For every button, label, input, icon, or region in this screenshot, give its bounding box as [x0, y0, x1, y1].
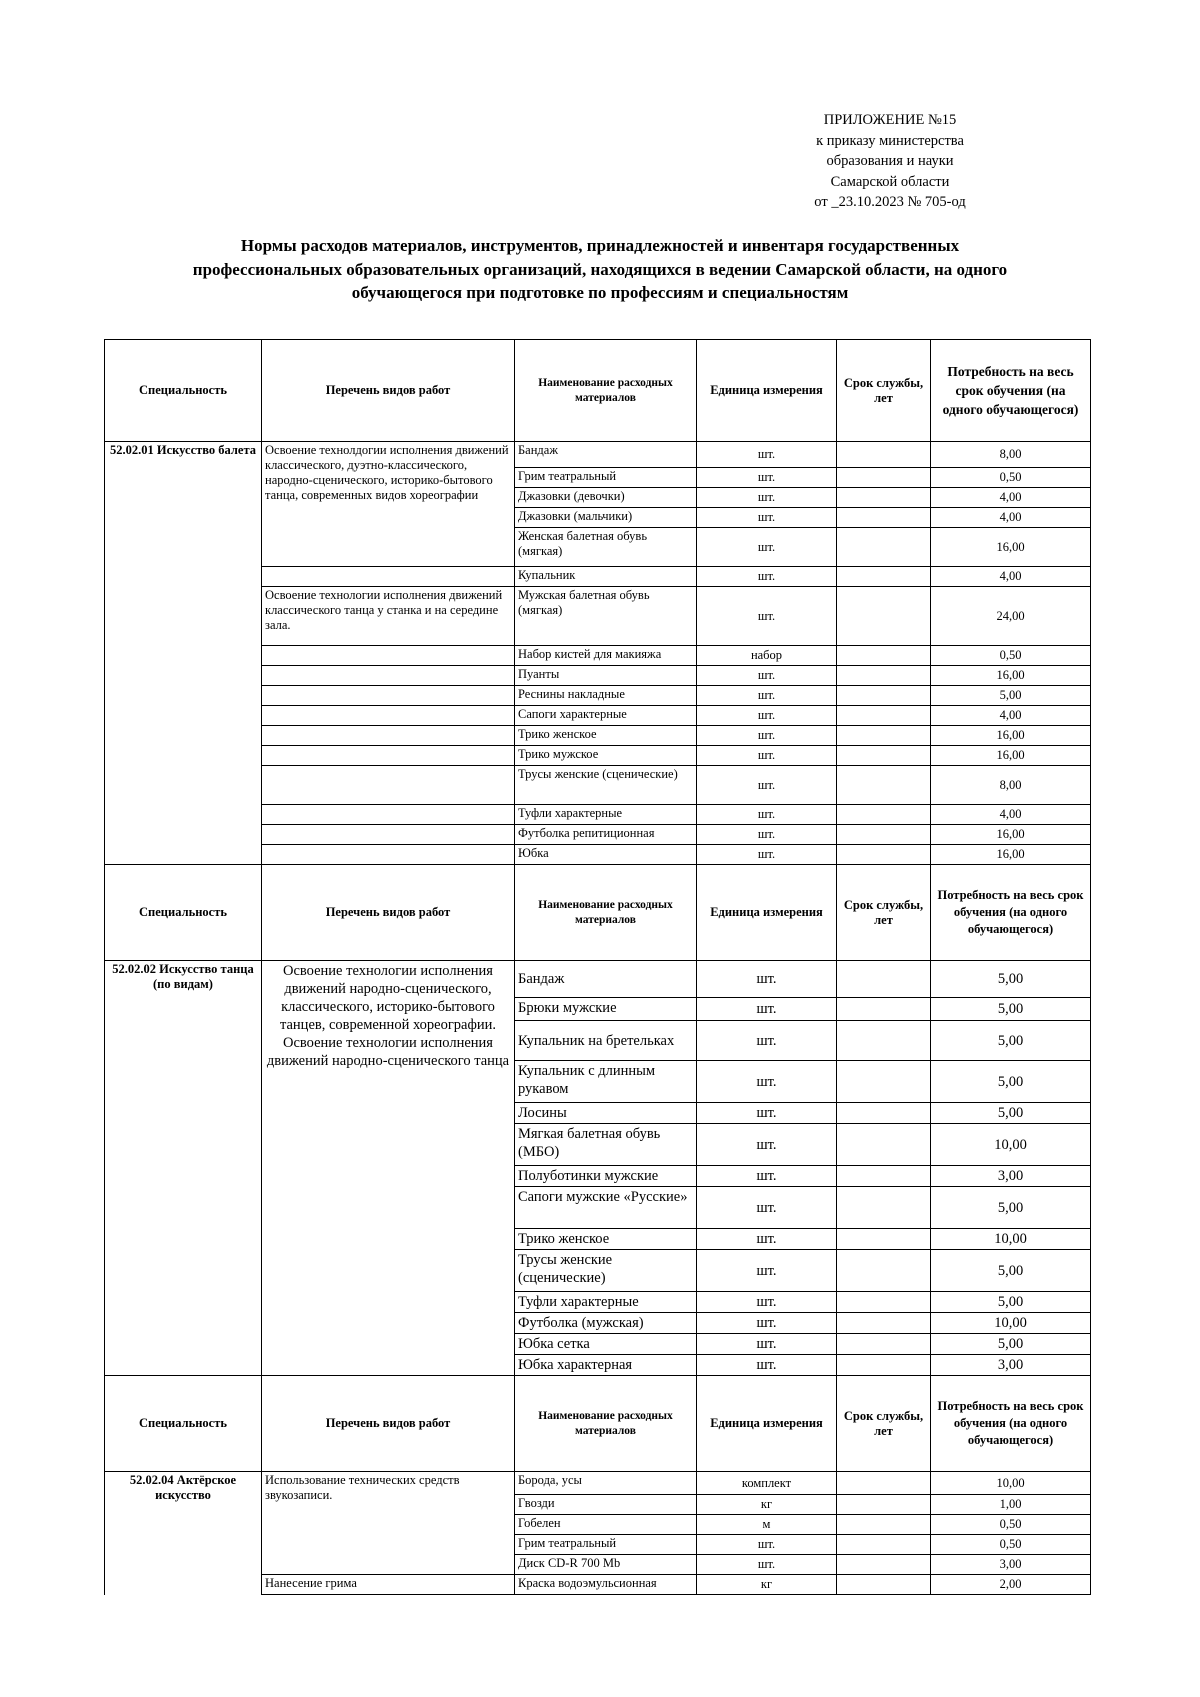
term-cell [837, 508, 931, 528]
qty-cell: 24,00 [931, 587, 1091, 646]
term-cell [837, 1103, 931, 1124]
works-cell-empty [262, 845, 515, 865]
unit-cell: шт. [697, 587, 837, 646]
term-cell [837, 746, 931, 766]
material-name: Джазовки (девочки) [515, 488, 697, 508]
term-cell [837, 488, 931, 508]
term-cell [837, 825, 931, 845]
material-name: Юбка [515, 845, 697, 865]
header-term: Срок службы, лет [837, 1376, 931, 1472]
spec-cell: 52.02.01 Искусство балета [105, 442, 262, 865]
term-cell [837, 726, 931, 746]
qty-cell: 0,50 [931, 468, 1091, 488]
header-works: Перечень видов работ [262, 865, 515, 961]
term-cell [837, 805, 931, 825]
qty-cell: 16,00 [931, 666, 1091, 686]
works-cell: Освоение технологии исполнения движений народно-сценического, классического, историко-бытового танцев, современной хореографии. Освоение технологии исполнения движений народно-сценического танца [262, 961, 515, 1376]
material-name: Трико женское [515, 1229, 697, 1250]
term-cell [837, 567, 931, 587]
header-spec: Специальность [105, 340, 262, 442]
unit-cell: шт. [697, 1187, 837, 1229]
qty-cell: 5,00 [931, 961, 1091, 998]
qty-cell: 5,00 [931, 998, 1091, 1021]
unit-cell: м [697, 1515, 837, 1535]
appendix-block [760, 110, 1020, 213]
term-cell [837, 528, 931, 567]
works-cell: Освоение технолдогии исполнения движений классического, дуэтно-классического, народно-сценического, историко-бытового танца, современных видов хореографии [262, 442, 515, 567]
term-cell [837, 646, 931, 666]
works-cell-empty [262, 666, 515, 686]
works-cell-empty [262, 706, 515, 726]
unit-cell: шт. [697, 1313, 837, 1334]
term-cell [837, 442, 931, 468]
qty-cell: 5,00 [931, 1021, 1091, 1061]
term-cell [837, 1021, 931, 1061]
header-unit: Единица измерения [697, 1376, 837, 1472]
material-name: Футболка репитиционная [515, 825, 697, 845]
term-cell [837, 1334, 931, 1355]
qty-cell: 16,00 [931, 528, 1091, 567]
material-name: Туфли характерные [515, 805, 697, 825]
unit-cell: шт. [697, 961, 837, 998]
document-title [110, 234, 1090, 305]
material-name: Пуанты [515, 666, 697, 686]
qty-cell: 4,00 [931, 805, 1091, 825]
qty-cell: 0,50 [931, 646, 1091, 666]
unit-cell: набор [697, 646, 837, 666]
header-need: Потребность на весь срок обучения (на одного обучающегося) [931, 865, 1091, 961]
works-cell: Нанесение грима [262, 1575, 515, 1595]
appendix-number: ПРИЛОЖЕНИЕ №15 [823, 112, 957, 128]
works-cell-empty [262, 726, 515, 746]
unit-cell: шт. [697, 528, 837, 567]
unit-cell: шт. [697, 1124, 837, 1166]
unit-cell: шт. [697, 1250, 837, 1292]
term-cell [837, 587, 931, 646]
unit-cell: кг [697, 1495, 837, 1515]
unit-cell: шт. [697, 998, 837, 1021]
unit-cell: шт. [697, 1355, 837, 1376]
works-cell-empty [262, 825, 515, 845]
term-cell [837, 1250, 931, 1292]
material-name: Бандаж [515, 961, 697, 998]
term-cell [837, 1166, 931, 1187]
unit-cell: шт. [697, 488, 837, 508]
qty-cell: 3,00 [931, 1355, 1091, 1376]
works-cell-empty [262, 766, 515, 805]
works-cell-empty [262, 746, 515, 766]
material-name: Набор кистей для макияжа [515, 646, 697, 666]
material-name: Купальник на бретельках [515, 1021, 697, 1061]
header-unit: Единица измерения [697, 865, 837, 961]
works-cell: Использование технических средств звукозаписи. [262, 1472, 515, 1575]
material-name: Бандаж [515, 442, 697, 468]
header-need: Потребность на весь срок обучения (на одного обучающегося) [931, 1376, 1091, 1472]
works-cell-empty [262, 805, 515, 825]
term-cell [837, 1535, 931, 1555]
unit-cell: шт. [697, 845, 837, 865]
unit-cell: шт. [697, 508, 837, 528]
material-name: Реснины накладные [515, 686, 697, 706]
unit-cell: шт. [697, 805, 837, 825]
unit-cell: шт. [697, 1229, 837, 1250]
term-cell [837, 1472, 931, 1495]
material-name: Гобелен [515, 1515, 697, 1535]
term-cell [837, 468, 931, 488]
term-cell [837, 686, 931, 706]
qty-cell: 4,00 [931, 567, 1091, 587]
unit-cell: шт. [697, 1334, 837, 1355]
material-name: Брюки мужские [515, 998, 697, 1021]
term-cell [837, 1555, 931, 1575]
material-name: Купальник [515, 567, 697, 587]
qty-cell: 10,00 [931, 1124, 1091, 1166]
table-header-row [105, 1376, 1091, 1472]
material-name: Диск CD-R 700 Mb [515, 1555, 697, 1575]
material-name: Грим театральный [515, 1535, 697, 1555]
material-name: Юбка характерная [515, 1355, 697, 1376]
term-cell [837, 1292, 931, 1313]
title-line-1: Нормы расходов материалов, инструментов, принадлежностей и инвентаря государственных [240, 236, 960, 255]
header-works: Перечень видов работ [262, 340, 515, 442]
material-name: Борода, усы [515, 1472, 697, 1495]
unit-cell: шт. [697, 442, 837, 468]
header-term: Срок службы, лет [837, 865, 931, 961]
material-name: Гвозди [515, 1495, 697, 1515]
qty-cell: 5,00 [931, 1061, 1091, 1103]
title-line-3: обучающегося при подготовке по профессиям и специальностям [351, 283, 849, 302]
table-row [105, 1472, 1091, 1495]
qty-cell: 5,00 [931, 1292, 1091, 1313]
unit-cell: шт. [697, 746, 837, 766]
appendix-date: от _23.10.2023 № 705-од [814, 194, 966, 210]
qty-cell: 0,50 [931, 1535, 1091, 1555]
unit-cell: кг [697, 1575, 837, 1595]
qty-cell: 4,00 [931, 488, 1091, 508]
term-cell [837, 1124, 931, 1166]
unit-cell: шт. [697, 1166, 837, 1187]
qty-cell: 8,00 [931, 442, 1091, 468]
header-material: Наименование расходных материалов [515, 1376, 697, 1472]
term-cell [837, 998, 931, 1021]
qty-cell: 5,00 [931, 1250, 1091, 1292]
header-unit: Единица измерения [697, 340, 837, 442]
header-term: Срок службы, лет [837, 340, 931, 442]
material-name: Трико женское [515, 726, 697, 746]
material-name: Купальник с длинным рукавом [515, 1061, 697, 1103]
title-line-2: профессиональных образовательных организаций, находящихся в ведении Самарской области, на одного [192, 259, 1008, 279]
qty-cell: 10,00 [931, 1472, 1091, 1495]
term-cell [837, 766, 931, 805]
material-name: Полуботинки мужские [515, 1166, 697, 1187]
qty-cell: 3,00 [931, 1555, 1091, 1575]
qty-cell: 0,50 [931, 1515, 1091, 1535]
qty-cell: 5,00 [931, 1103, 1091, 1124]
unit-cell: шт. [697, 1555, 837, 1575]
header-works: Перечень видов работ [262, 1376, 515, 1472]
qty-cell: 3,00 [931, 1166, 1091, 1187]
unit-cell: шт. [697, 1103, 837, 1124]
unit-cell: шт. [697, 825, 837, 845]
table-row [105, 442, 1091, 468]
unit-cell: шт. [697, 766, 837, 805]
material-name: Джазовки (мальчики) [515, 508, 697, 528]
works-cell-empty [262, 646, 515, 666]
qty-cell: 10,00 [931, 1229, 1091, 1250]
appendix-ministry: образования и науки [826, 153, 954, 169]
material-name: Трусы женские (сценические) [515, 766, 697, 805]
unit-cell: шт. [697, 567, 837, 587]
term-cell [837, 1313, 931, 1334]
material-name: Сапоги характерные [515, 706, 697, 726]
qty-cell: 16,00 [931, 746, 1091, 766]
unit-cell: шт. [697, 1061, 837, 1103]
material-name: Мужская балетная обувь (мягкая) [515, 587, 697, 646]
term-cell [837, 1355, 931, 1376]
material-name: Краска водоэмульсионная [515, 1575, 697, 1595]
unit-cell: шт. [697, 468, 837, 488]
qty-cell: 4,00 [931, 508, 1091, 528]
term-cell [837, 1187, 931, 1229]
qty-cell: 5,00 [931, 686, 1091, 706]
header-spec: Специальность [105, 865, 262, 961]
material-name: Трусы женские (сценические) [515, 1250, 697, 1292]
material-name: Футболка (мужская) [515, 1313, 697, 1334]
unit-cell: комплект [697, 1472, 837, 1495]
term-cell [837, 1575, 931, 1595]
term-cell [837, 845, 931, 865]
term-cell [837, 1515, 931, 1535]
material-name: Мягкая балетная обувь (МБО) [515, 1124, 697, 1166]
material-name: Грим театральный [515, 468, 697, 488]
term-cell [837, 1229, 931, 1250]
unit-cell: шт. [697, 1292, 837, 1313]
unit-cell: шт. [697, 1021, 837, 1061]
term-cell [837, 961, 931, 998]
works-cell-empty [262, 567, 515, 587]
term-cell [837, 1495, 931, 1515]
header-spec: Специальность [105, 1376, 262, 1472]
qty-cell: 16,00 [931, 825, 1091, 845]
qty-cell: 2,00 [931, 1575, 1091, 1595]
qty-cell: 16,00 [931, 726, 1091, 746]
unit-cell: шт. [697, 666, 837, 686]
unit-cell: шт. [697, 726, 837, 746]
qty-cell: 8,00 [931, 766, 1091, 805]
qty-cell: 5,00 [931, 1334, 1091, 1355]
unit-cell: шт. [697, 706, 837, 726]
appendix-region: Самарской области [830, 173, 950, 190]
qty-cell: 1,00 [931, 1495, 1091, 1515]
material-name: Трико мужское [515, 746, 697, 766]
spec-cell: 52.02.02 Искусство танца (по видам) [105, 961, 262, 1376]
table-header-row [105, 865, 1091, 961]
qty-cell: 4,00 [931, 706, 1091, 726]
term-cell [837, 666, 931, 686]
works-cell: Освоение технологии исполнения движений классического танца у станка и на середине зала. [262, 587, 515, 646]
material-name: Юбка сетка [515, 1334, 697, 1355]
material-name: Туфли характерные [515, 1292, 697, 1313]
header-need: Потребность на весь срок обучения (на одного обучающегося) [931, 340, 1091, 442]
table-row [105, 961, 1091, 998]
works-cell-empty [262, 686, 515, 706]
spec-cell: 52.02.04 Актёрское искусство [105, 1472, 262, 1595]
material-name: Лосины [515, 1103, 697, 1124]
material-name: Женская балетная обувь (мягкая) [515, 528, 697, 567]
header-material: Наименование расходных материалов [515, 340, 697, 442]
unit-cell: шт. [697, 686, 837, 706]
table-header-row [105, 340, 1091, 442]
qty-cell: 16,00 [931, 845, 1091, 865]
qty-cell: 10,00 [931, 1313, 1091, 1334]
term-cell [837, 706, 931, 726]
term-cell [837, 1061, 931, 1103]
material-name: Сапоги мужские «Русские» [515, 1187, 697, 1229]
appendix-order: к приказу министерства [816, 132, 964, 149]
unit-cell: шт. [697, 1535, 837, 1555]
qty-cell: 5,00 [931, 1187, 1091, 1229]
header-material: Наименование расходных материалов [515, 865, 697, 961]
norms-table [104, 339, 1091, 1595]
